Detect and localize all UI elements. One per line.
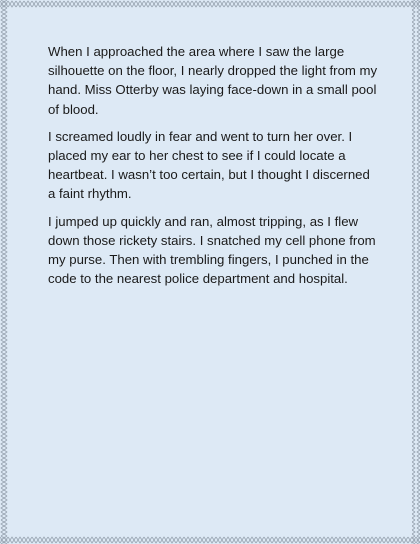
paragraph-2: I screamed loudly in fear and went to turn her over. I placed my ear to her chest to see if I could locate a heartbeat. I wasn’t too certain, but I thought I discerned a faint rhythm. [48, 128, 370, 202]
body-text [48, 42, 378, 296]
paragraph-3: I jumped up quickly and ran, almost tripping, as I flew down those rickety stairs. I snatched my cell phone from my purse. Then with trembling fingers, I punched in the code to the nearest police department and hospital. [48, 213, 376, 287]
paragraph-1: When I approached the area where I saw the large silhouette on the floor, I nearly dropped the light from my hand. Miss Otterby was laying face-down in a small pool of blood. [48, 44, 378, 117]
